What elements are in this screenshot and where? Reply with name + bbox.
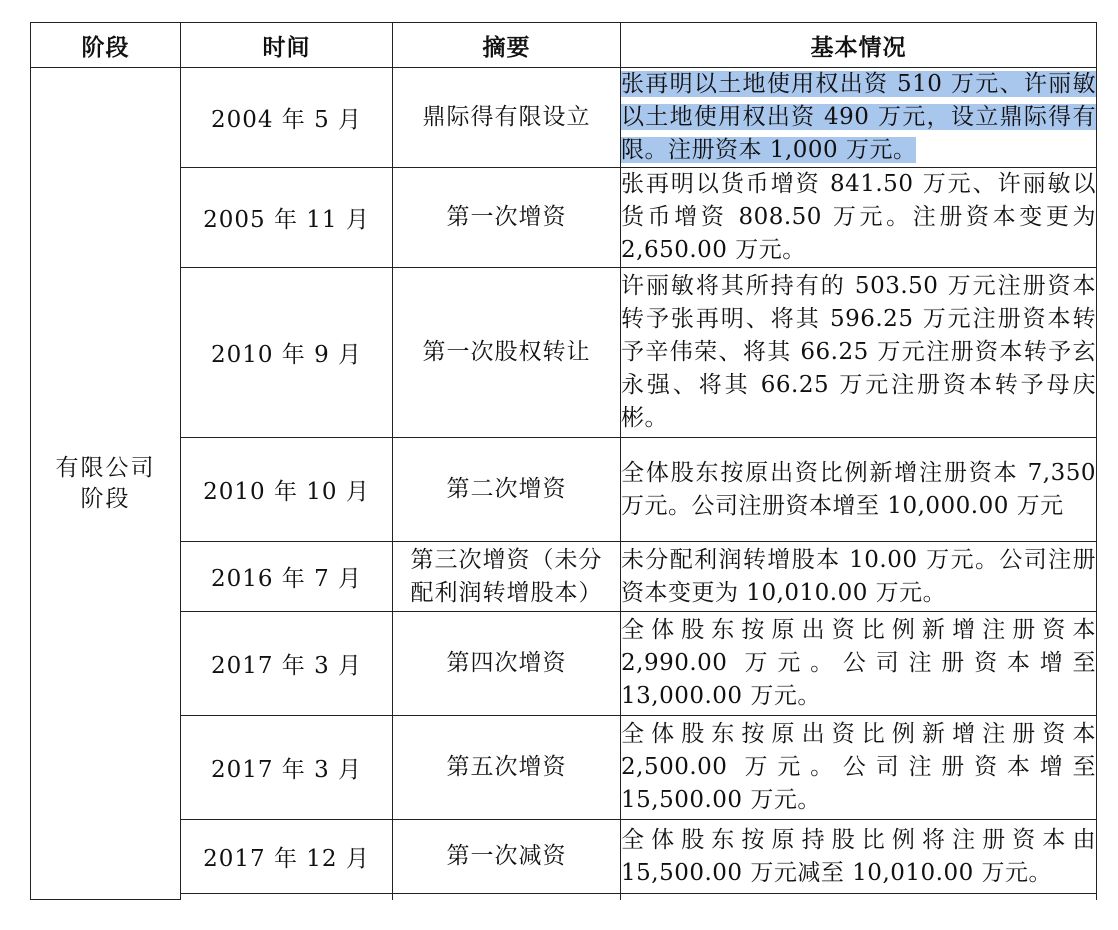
row-summary-text: 第三次增资（未分配利润转增股本）	[410, 546, 603, 606]
header-detail: 基本情况	[621, 23, 1097, 68]
row-date: 2016 年 7 月	[181, 542, 393, 612]
row-detail: 全体股东按原出资比例新增注册资本 7,350 万元。公司注册资本增至 10,000.00 万元	[621, 438, 1097, 542]
row-detail: 未分配利润转增股本 10.00 万元。公司注册资本变更为 10,010.00 万元。	[621, 542, 1097, 612]
row-date: 2017 年 3 月	[181, 716, 393, 820]
cutoff-cell	[393, 894, 621, 900]
row-summary: 第四次增资	[393, 612, 621, 716]
row-summary	[393, 542, 621, 612]
header-date: 时间	[181, 23, 393, 68]
row-summary: 第一次股权转让	[393, 268, 621, 438]
table-row	[31, 716, 1097, 820]
table-row	[31, 438, 1097, 542]
header-stage: 阶段	[31, 23, 181, 68]
table-row	[31, 268, 1097, 438]
cutoff-cell	[621, 894, 1097, 900]
row-summary: 第五次增资	[393, 716, 621, 820]
table-row	[31, 612, 1097, 716]
table-row-cutoff	[31, 894, 1097, 900]
table-row	[31, 168, 1097, 268]
row-detail: 张再明以货币增资 841.50 万元、许丽敏以货币增资 808.50 万元。注册资本变更为 2,650.00 万元。	[621, 168, 1097, 268]
row-summary: 第一次增资	[393, 168, 621, 268]
cutoff-cell	[181, 894, 393, 900]
row-date: 2005 年 11 月	[181, 168, 393, 268]
stage-cell	[31, 68, 181, 900]
row-detail: 全体股东按原出资比例新增注册资本 2,500.00 万元。公司注册资本增至 15,500.00 万元。	[621, 716, 1097, 820]
header-summary: 摘要	[393, 23, 621, 68]
table-row	[31, 68, 1097, 168]
row-date: 2010 年 9 月	[181, 268, 393, 438]
table-row	[31, 542, 1097, 612]
row-date: 2004 年 5 月	[181, 68, 393, 168]
table-body	[31, 68, 1097, 900]
row-date: 2017 年 3 月	[181, 612, 393, 716]
row-detail: 全体股东按原出资比例新增注册资本 2,990.00 万元。公司注册资本增至 13,000.00 万元。	[621, 612, 1097, 716]
row-summary: 第一次减资	[393, 820, 621, 894]
row-date: 2017 年 12 月	[181, 820, 393, 894]
table-header	[31, 23, 1097, 68]
row-detail	[621, 68, 1097, 168]
row-detail: 全体股东按原持股比例将注册资本由 15,500.00 万元减至 10,010.00 万元。	[621, 820, 1097, 894]
row-summary: 第二次增资	[393, 438, 621, 542]
row-date: 2010 年 10 月	[181, 438, 393, 542]
stage-label: 有限公司阶段	[55, 454, 156, 512]
company-history-table	[30, 22, 1097, 900]
row-summary: 鼎际得有限设立	[393, 68, 621, 168]
table-row	[31, 820, 1097, 894]
row-detail: 许丽敏将其所持有的 503.50 万元注册资本转予张再明、将其 596.25 万元注册资本转予辛伟荣、将其 66.25 万元注册资本转予玄永强、将其 66.25 万元注册资本转予母庆彬。	[621, 268, 1097, 438]
highlighted-text[interactable]: 张再明以土地使用权出资 510 万元、许丽敏以土地使用权出资 490 万元，设立鼎际得有限。注册资本 1,000 万元。	[621, 71, 1096, 163]
